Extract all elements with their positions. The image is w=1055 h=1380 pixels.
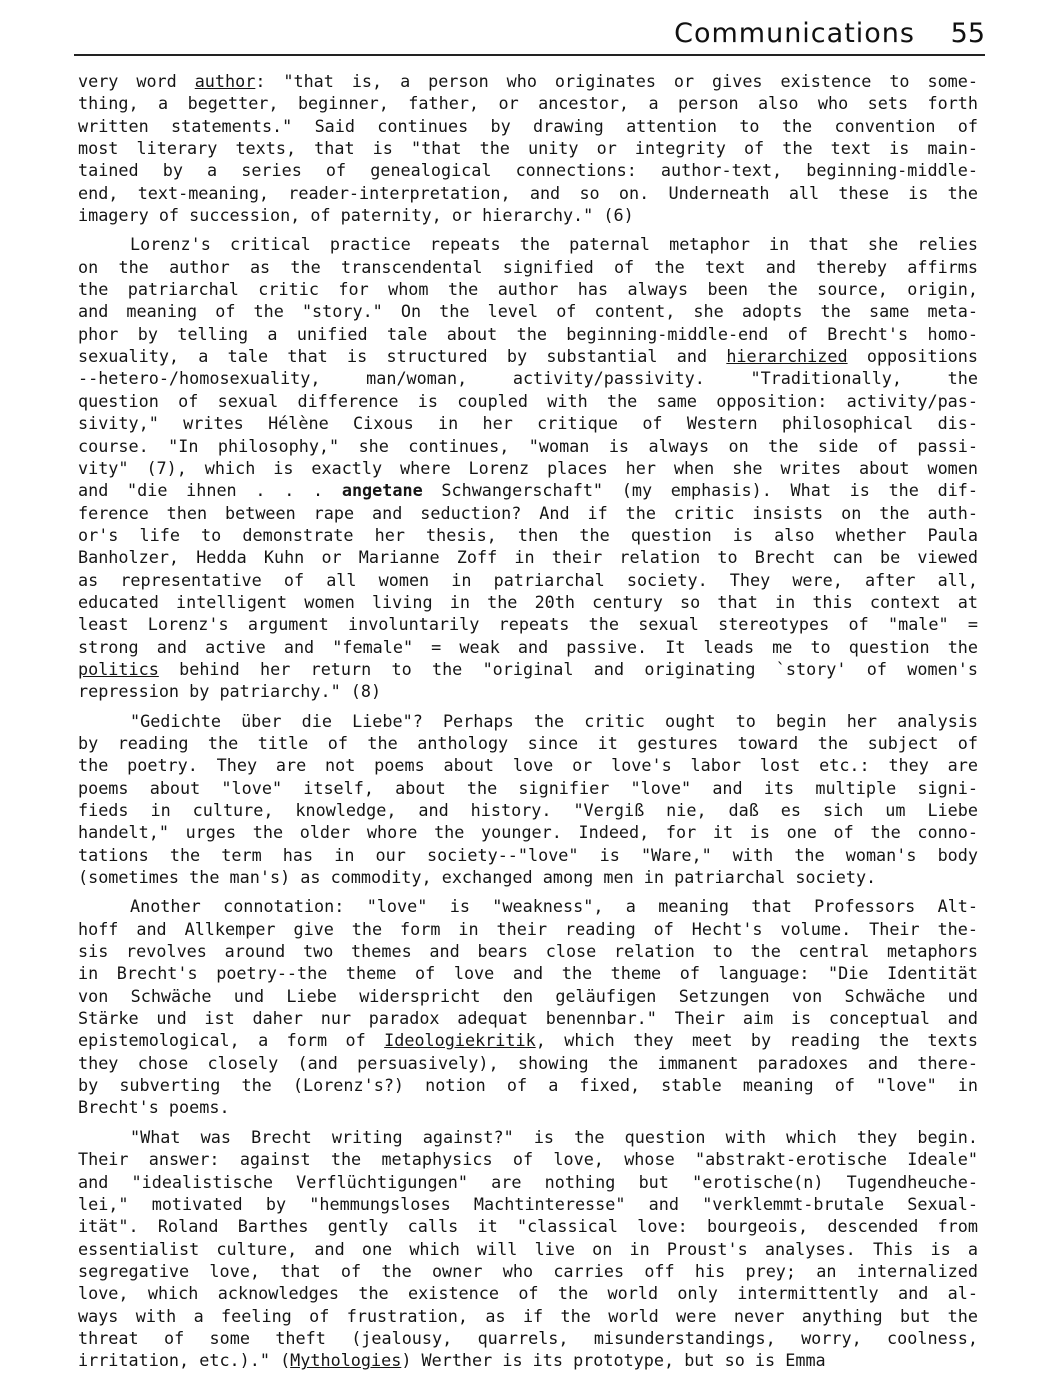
text-line: Stärke und ist daher nur paradox adequat benennbar." Their aim is conceptual and (78, 1008, 978, 1029)
paragraph (78, 895, 978, 1118)
paragraph (78, 70, 978, 226)
text-line: sis revolves around two themes and bears close relation to the central metaphors (78, 941, 978, 962)
text-line: tained by a series of genealogical connections: author-text, beginning-middle- (78, 160, 978, 181)
paragraph (78, 710, 978, 889)
text-line: the poetry. They are not poems about love or love's labor lost etc.: they are (78, 755, 978, 776)
text-line: ität". Roland Barthes gently calls it "classical love: bourgeois, descended from (78, 1216, 978, 1237)
text-line: Brecht's poems. (78, 1097, 230, 1118)
text-line: politics behind her return to the "original and originating `story' of women's (78, 658, 978, 679)
text-line: sivity," writes Hélène Cixous in her critique of Western philosophical dis- (78, 413, 978, 434)
text-line: imagery of succession, of paternity, or hierarchy." (6) (78, 205, 634, 226)
text-line: question of sexual difference is coupled with the same opposition: activity/pas- (78, 390, 978, 411)
text-line: essentialist culture, and one which will live on in Proust's analyses. This is a (78, 1238, 978, 1259)
text-line: handelt," urges the older whore the younger. Indeed, for it is one of the conno- (78, 822, 978, 843)
page-number: 55 (950, 18, 985, 49)
text-line: Lorenz's critical practice repeats the paternal metaphor in that she relies (130, 234, 978, 255)
text-line: and "idealistische Verflüchtigungen" are nothing but "erotische(n) Tugendheuche- (78, 1171, 978, 1192)
paragraph (78, 233, 978, 702)
text-line: thing, a begetter, beginner, father, or ancestor, a person also who sets forth (78, 93, 978, 114)
text-line: by reading the title of the anthology since it gestures toward the subject of (78, 732, 978, 753)
text-line: threat of some theft (jealousy, quarrels, misunderstandings, worry, coolness, (78, 1327, 978, 1348)
text-line: end, text-meaning, reader-interpretation, and so on. Underneath all these is the (78, 182, 978, 203)
underlined-term: Ideologiekritik (384, 1030, 536, 1051)
text-line: segregative love, that of the owner who carries off his prey; an internalized (78, 1260, 978, 1281)
text-line: poems about "love" itself, about the signifier "love" and its multiple signi- (78, 777, 978, 798)
underlined-term: Mythologies (290, 1350, 402, 1371)
text-line: strong and active and "female" = weak and passive. It leads me to question the (78, 636, 978, 657)
text-line: ways with a feeling of frustration, as if the world were never anything but the (78, 1305, 978, 1326)
text-line: lei," motivated by "hemmungsloses Machtinteresse" and "verklemmt-brutale Sexual- (78, 1193, 978, 1214)
underlined-term: politics (78, 658, 159, 679)
text-line: von Schwäche und Liebe widerspricht den geläufigen Setzungen von Schwäche und (78, 985, 978, 1006)
text-line: educated intelligent women living in the 20th century so that in this context at (78, 591, 978, 612)
text-line: "Gedichte über die Liebe"? Perhaps the critic ought to begin her analysis (130, 710, 978, 731)
text-line: fieds in culture, knowledge, and history. "Vergiß nie, daß es sich um Liebe (78, 800, 978, 820)
text-line: repression by patriarchy." (8) (78, 681, 382, 702)
text-line: phor by telling a unified tale about the beginning-middle-end of Brecht's homo- (78, 323, 978, 344)
text-line: (sometimes the man's) as commodity, exchanged among men in patriarchal society. (78, 867, 877, 888)
text-line: the patriarchal critic for whom the author has always been the source, origin, (78, 279, 978, 300)
underlined-term: author (194, 71, 256, 91)
header-title: Communications (674, 18, 915, 49)
text-line: by subverting the (Lorenz's?) notion of a fixed, stable meaning of "love" in (78, 1075, 978, 1096)
text-line: Banholzer, Hedda Kuhn or Marianne Zoff in their relation to Brecht can be viewed (78, 547, 978, 568)
text-line: and "die ihnen . . . angetane Schwangerschaft" (my emphasis). What is the dif- (78, 480, 979, 501)
text-line: --hetero-/homosexuality, man/woman, activity/passivity. "Traditionally, the (78, 368, 978, 389)
text-line: or's life to demonstrate her thesis, then the question is also whether Paula (78, 524, 978, 545)
text-line: in Brecht's poetry--the theme of love and the theme of language: "Die Identität (78, 963, 978, 984)
text-line: sexuality, a tale that is structured by substantial and hierarchized oppositions (78, 346, 978, 367)
text-line: "What was Brecht writing against?" is the question with which they begin. (130, 1126, 978, 1147)
text-line: love, which acknowledges the existence of the world only intermittently and al- (78, 1283, 978, 1304)
text-line: very word author: "that is, a person who originates or gives existence to some- (78, 71, 978, 91)
text-line: vity" (7), which is exactly where Lorenz places her when she writes about women (78, 457, 978, 478)
text-line: hoff and Allkemper give the form in their reading of Hecht's volume. Their the- (78, 918, 978, 939)
text-line: irritation, etc.)." (Mythologies) Werther is its prototype, but so is Emma (78, 1350, 826, 1371)
text-line: and meaning of the "story." On the level of content, she adopts the same meta- (78, 301, 978, 322)
text-line: ference then between rape and seduction? And if the critic insists on the auth- (78, 502, 978, 523)
text-line: least Lorenz's argument involuntarily repeats the sexual stereotypes of "male" = (78, 614, 978, 635)
article-body (78, 70, 978, 1372)
underlined-term: hierarchized (726, 346, 848, 367)
text-line: Their answer: against the metaphysics of love, whose "abstrakt-erotische Ideale" (78, 1149, 978, 1170)
emphasized-term: angetane (341, 480, 423, 501)
text-line: Another connotation: "love" is "weakness", a meaning that Professors Alt- (130, 896, 978, 917)
running-header (74, 16, 985, 56)
text-line: most literary texts, that is "that the unity or integrity of the text is main- (78, 138, 978, 159)
text-line: as representative of all women in patriarchal society. They were, after all, (78, 569, 978, 590)
text-line: written statements." Said continues by drawing attention to the convention of (78, 115, 978, 136)
text-line: they chose closely (and persuasively), showing the immanent paradoxes and there- (78, 1052, 978, 1073)
text-line: course. "In philosophy," she continues, "woman is always on the side of passi- (78, 435, 978, 456)
paragraph (78, 1126, 978, 1372)
text-line: on the author as the transcendental signified of the text and thereby affirms (78, 256, 978, 277)
text-line: epistemological, a form of Ideologiekritik, which they meet by reading the texts (78, 1030, 978, 1051)
text-line: tations the term has in our society--"love" is "Ware," with the woman's body (78, 844, 978, 865)
